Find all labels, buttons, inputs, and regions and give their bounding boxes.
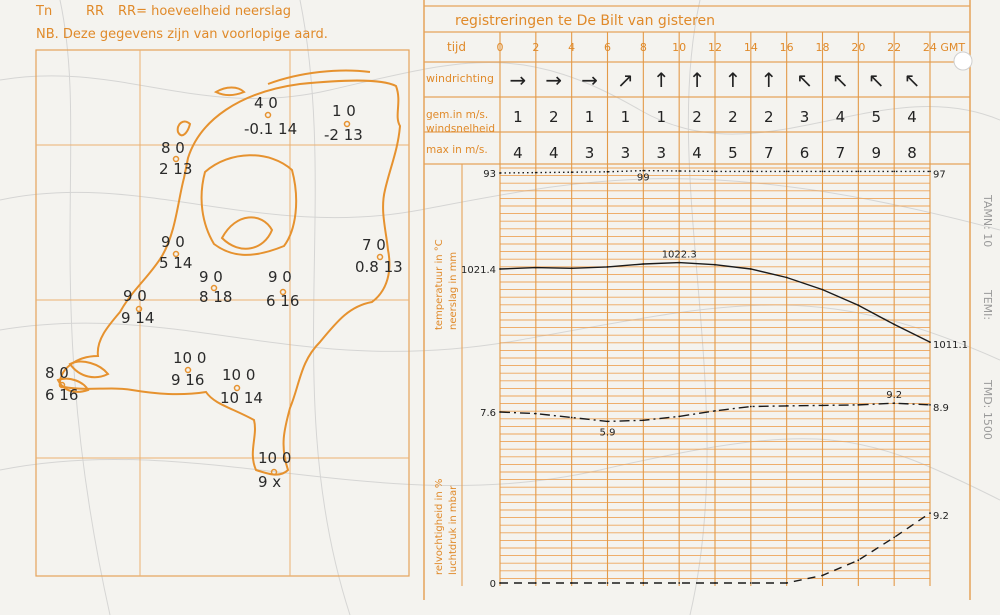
series-point-relvochtigheid — [750, 171, 752, 173]
series-point-luchtdruk — [750, 268, 752, 270]
axis-label-humidity: relvochtigheid in % — [434, 478, 445, 575]
data-label-relvochtigheid: 99 — [636, 172, 650, 184]
series-point-relvochtigheid — [857, 171, 859, 173]
station-bottom: 2 13 — [159, 160, 193, 178]
series-point-temperatuur — [714, 410, 716, 412]
x-tick-label: 22 — [887, 41, 902, 54]
wind-max-value: 4 — [692, 144, 702, 162]
series-point-temperatuur — [678, 416, 680, 418]
punch-hole — [954, 52, 972, 70]
wind-avg-value: 1 — [656, 108, 667, 126]
series-point-neerslag — [786, 582, 788, 584]
series-point-luchtdruk — [678, 262, 680, 264]
wind-direction-arrow: ↗ — [617, 68, 634, 92]
x-tick-label: 24 GMT — [922, 41, 966, 54]
data-label-luchtdruk: 1021.4 — [461, 265, 496, 276]
series-point-luchtdruk — [822, 289, 824, 291]
series-point-relvochtigheid — [535, 172, 537, 174]
x-tick-label: 16 — [779, 41, 794, 54]
row-label-tijd: tijd — [447, 40, 466, 54]
series-point-temperatuur — [642, 419, 644, 421]
station-top: 9 0 — [161, 233, 185, 251]
legend-tn: Tn — [36, 4, 53, 19]
series-point-neerslag — [499, 582, 501, 584]
wind-avg-value: 2 — [763, 108, 774, 126]
series-point-temperatuur — [750, 406, 752, 408]
wind-direction-arrow: ↖ — [867, 68, 885, 92]
wind-direction-arrow: → — [509, 68, 527, 92]
wind-avg-value: 3 — [799, 108, 810, 126]
station-top: 1 0 — [332, 102, 356, 120]
series-point-neerslag — [642, 582, 644, 584]
x-tick-label: 2 — [532, 41, 540, 54]
data-label-luchtdruk: 1022.3 — [661, 249, 697, 261]
series-point-neerslag — [607, 582, 609, 584]
wind-avg-value: 5 — [871, 108, 882, 126]
wind-direction-arrow: ↖ — [796, 68, 813, 92]
legend-rr: RR — [86, 4, 105, 19]
data-label-temperatuur: 5.9 — [599, 427, 616, 439]
wind-max-value: 7 — [763, 144, 774, 162]
wind-avg-value: 2 — [548, 108, 559, 126]
station-plots — [45, 94, 403, 491]
station-top: 9 0 — [199, 268, 223, 286]
station-top: 9 0 — [268, 268, 292, 286]
row-label-windsnelheid: windsnelheid — [426, 123, 496, 135]
row-label-gem: gem.in m/s. — [426, 109, 489, 121]
wind-direction-arrow: → — [581, 68, 598, 92]
x-tick-label: 8 — [639, 41, 647, 54]
station-top: 8 0 — [161, 139, 185, 157]
series-point-relvochtigheid — [714, 171, 716, 173]
wind-avg-value: 2 — [728, 108, 738, 126]
station-bottom: -2 13 — [324, 126, 363, 144]
series-point-relvochtigheid — [571, 171, 573, 173]
series-point-neerslag — [857, 559, 859, 561]
data-label-neerslag: 9.2 — [933, 511, 949, 523]
left-panel — [35, 4, 409, 576]
station-top: 10 0 — [222, 366, 256, 384]
wind-max-value: 4 — [548, 144, 559, 162]
series-point-relvochtigheid — [607, 171, 609, 173]
wind-avg-value: 1 — [584, 108, 595, 126]
series-point-relvochtigheid — [786, 171, 788, 173]
wind-avg-value: 1 — [513, 108, 523, 126]
series-point-luchtdruk — [857, 304, 859, 306]
wind-avg-value: 4 — [835, 108, 846, 126]
series-point-temperatuur — [929, 404, 931, 406]
wind-max-value: 3 — [584, 144, 595, 162]
series-point-temperatuur — [499, 411, 501, 413]
data-label-relvochtigheid: 97 — [933, 169, 946, 181]
x-tick-label: 0 — [496, 41, 504, 54]
wind-avg-value: 2 — [692, 108, 702, 126]
axis-label-pressure: luchtdruk in mbar — [448, 485, 459, 575]
data-label-temperatuur: 8.9 — [933, 402, 949, 414]
series-point-relvochtigheid — [499, 172, 501, 174]
wind-max-value: 6 — [799, 144, 810, 162]
station-bottom: 8 18 — [199, 288, 233, 306]
provisional-note: NB. Deze gegevens zijn van voorlopige aard. — [36, 27, 328, 42]
axis-label-precipitation: neerslag in mm — [448, 251, 459, 330]
data-label-temperatuur: 7.6 — [480, 408, 496, 419]
side-mark: TEMI: — [981, 290, 994, 321]
series-point-temperatuur — [822, 405, 824, 407]
row-label-windrichting: windrichting — [426, 72, 494, 85]
station-top: 9 0 — [123, 287, 147, 305]
wind-avg-value: 4 — [907, 108, 917, 126]
station-bottom: 6 16 — [266, 292, 300, 310]
wind-max-value: 9 — [871, 144, 882, 162]
series-point-temperatuur — [571, 417, 573, 419]
series-point-luchtdruk — [571, 267, 573, 269]
series-point-neerslag — [678, 582, 680, 584]
data-label-neerslag: 0 — [489, 579, 496, 590]
series-point-neerslag — [893, 537, 895, 539]
wind-max-value: 5 — [728, 144, 738, 162]
series-point-relvochtigheid — [678, 170, 680, 172]
series-point-temperatuur — [535, 413, 537, 415]
series-point-neerslag — [714, 582, 716, 584]
wind-max-value: 7 — [835, 144, 846, 162]
station-bottom: -0.1 14 — [244, 120, 298, 138]
station-bottom: 5 14 — [159, 254, 193, 272]
side-mark: TMD: 1500 — [981, 380, 994, 440]
series-point-relvochtigheid — [929, 171, 931, 173]
series-point-neerslag — [929, 512, 931, 514]
series-point-temperatuur — [857, 404, 859, 406]
station-top: 8 0 — [45, 364, 69, 382]
wind-direction-arrow: ↖ — [832, 68, 849, 92]
x-tick-label: 14 — [743, 41, 758, 54]
wind-max-value: 3 — [620, 144, 631, 162]
wind-max-value: 4 — [513, 144, 523, 162]
data-label-temperatuur: 9.2 — [886, 390, 903, 402]
series-point-neerslag — [750, 582, 752, 584]
series-point-temperatuur — [893, 402, 895, 404]
station-bottom: 6 16 — [45, 386, 79, 404]
x-tick-label: 12 — [708, 41, 722, 54]
wind-direction-arrow: → — [545, 68, 563, 92]
station-top: 7 0 — [362, 236, 386, 254]
x-tick-label: 10 — [672, 41, 687, 54]
data-label-relvochtigheid: 93 — [483, 169, 496, 180]
data-label-luchtdruk: 1011.1 — [933, 340, 968, 352]
wind-max-value: 3 — [656, 144, 667, 162]
x-tick-label: 4 — [568, 41, 576, 54]
station-top: 10 0 — [258, 449, 292, 467]
series-point-relvochtigheid — [893, 171, 895, 173]
series-point-relvochtigheid — [642, 170, 644, 172]
record-title: registreringen te De Bilt van gisteren — [455, 13, 716, 29]
series-point-luchtdruk — [893, 324, 895, 326]
wind-direction-arrow: ↑ — [652, 68, 670, 92]
series-point-neerslag — [571, 582, 573, 584]
station-top: 4 0 — [254, 94, 278, 112]
side-mark: TAMN: 10 — [981, 195, 994, 248]
series-point-neerslag — [535, 582, 537, 584]
wind-direction-arrow: ↑ — [724, 68, 742, 92]
wind-direction-arrow: ↑ — [760, 68, 778, 92]
x-tick-label: 18 — [815, 41, 830, 54]
station-bottom: 0.8 13 — [355, 258, 403, 276]
wind-direction-arrow: ↑ — [688, 68, 706, 92]
series-point-neerslag — [822, 575, 824, 577]
x-tick-label: 6 — [604, 41, 611, 54]
axis-label-temperature: temperatuur in °C — [434, 239, 445, 330]
x-tick-label: 20 — [851, 41, 866, 54]
right-panel — [424, 0, 994, 600]
wind-avg-value: 1 — [620, 108, 631, 126]
series-point-luchtdruk — [786, 277, 788, 279]
series-point-luchtdruk — [929, 341, 931, 343]
series-point-temperatuur — [786, 405, 788, 407]
wind-direction-arrow: ↖ — [903, 68, 921, 92]
station-bottom: 9 16 — [171, 371, 205, 389]
series-point-relvochtigheid — [822, 171, 824, 173]
station-bottom: 10 14 — [220, 389, 263, 407]
series-point-luchtdruk — [607, 266, 609, 268]
row-label-max: max in m/s. — [426, 144, 488, 156]
series-point-temperatuur — [607, 421, 609, 423]
station-bottom: 9 x — [258, 473, 282, 491]
station-bottom: 9 14 — [121, 309, 155, 327]
wind-table — [497, 41, 966, 162]
series-point-luchtdruk — [642, 263, 644, 265]
station-top: 10 0 — [173, 349, 207, 367]
legend-description: RR= hoeveelheid neerslag — [118, 4, 291, 19]
series-point-luchtdruk — [714, 264, 716, 266]
wind-max-value: 8 — [907, 144, 917, 162]
series-point-luchtdruk — [499, 268, 501, 270]
series-point-luchtdruk — [535, 267, 537, 269]
